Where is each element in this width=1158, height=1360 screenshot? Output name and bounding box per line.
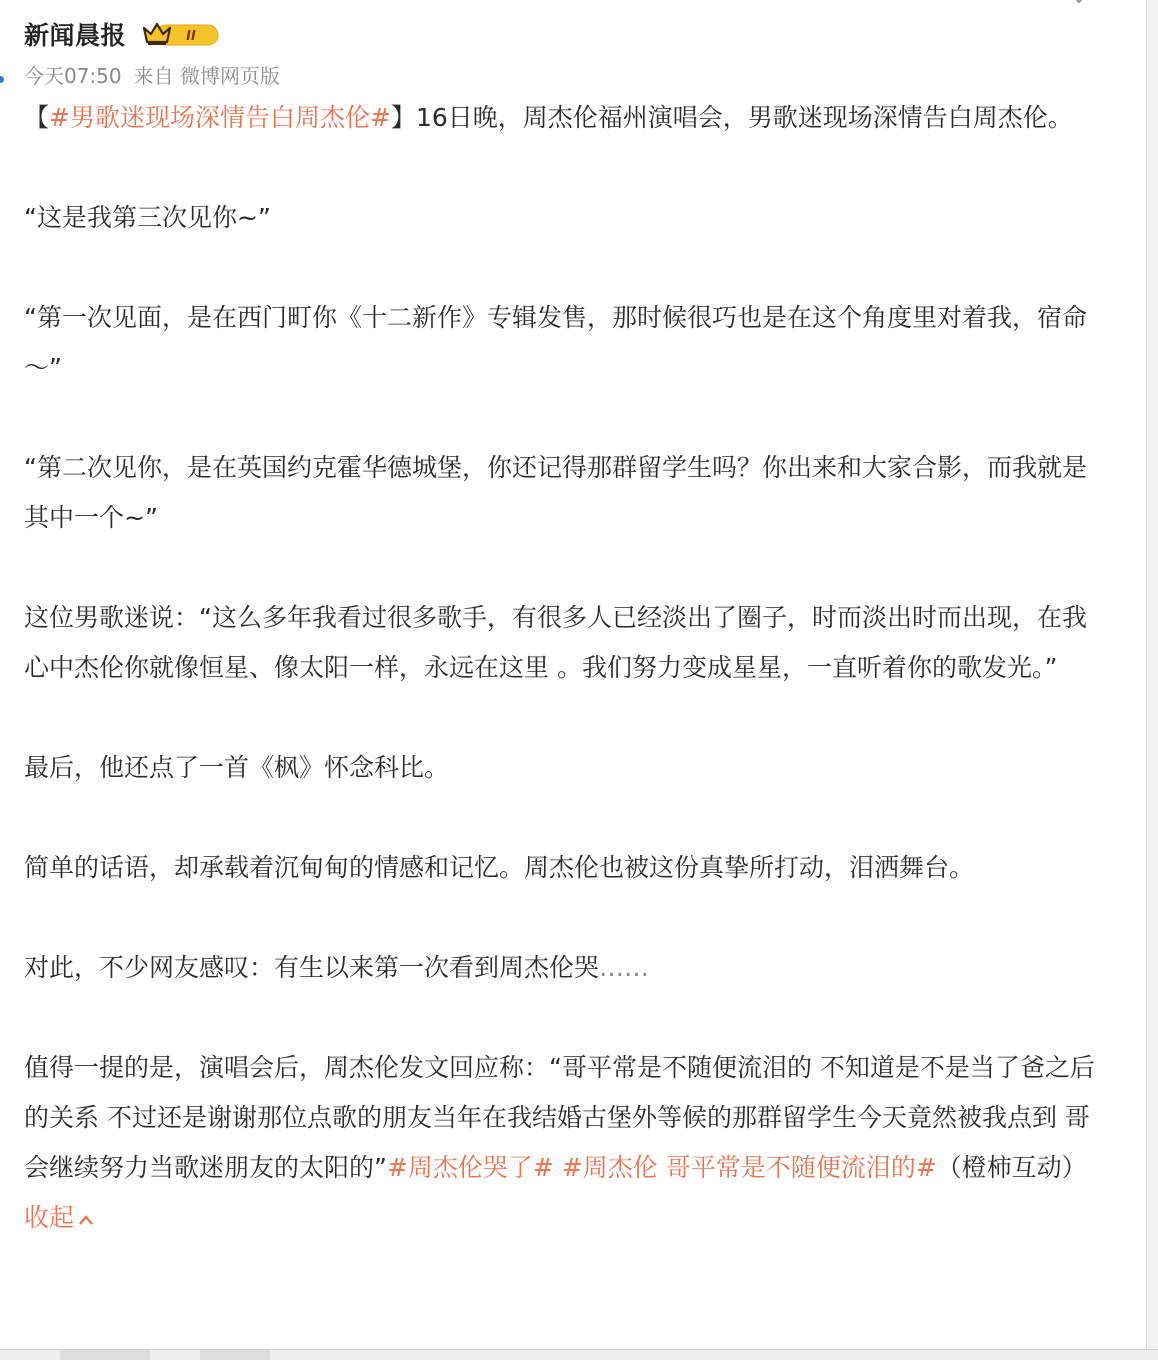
paragraph-1-text: 16日晚，周杰伦福州演唱会，男歌迷现场深情告白周杰伦。 <box>415 103 1073 132</box>
post-body <box>24 93 1104 1243</box>
hashtag-link[interactable]: #周杰伦哭了# <box>386 1153 554 1182</box>
post-header <box>24 14 220 54</box>
paragraph-9-text: 值得一提的是，演唱会后，周杰伦发文回应称：“哥平常是不随便流泪的 不知道是不是当了爸之后的关系 不过还是谢谢那位点歌的朋友当年在我结婚古堡外等候的那群留学生今天竟然被我点到 哥会继续努力当歌迷朋友的太阳的” <box>24 1053 1095 1182</box>
paragraph-1 <box>24 93 1104 143</box>
bottom-toolbar-edge <box>0 1349 1158 1360</box>
unread-dot <box>0 76 4 83</box>
paragraph-8 <box>24 943 1104 993</box>
vip-crown-icon[interactable] <box>142 20 220 48</box>
vip-level-text: II <box>186 29 196 44</box>
scrollbar-track[interactable] <box>1147 0 1158 1360</box>
post-time[interactable]: 今天07:50 <box>24 64 122 88</box>
toolbar-segment <box>60 1350 150 1360</box>
paragraph-9 <box>24 1043 1104 1243</box>
chevron-down-icon[interactable] <box>1068 0 1090 8</box>
toolbar-segment <box>200 1350 270 1360</box>
post-meta <box>24 60 280 89</box>
author-name[interactable]: 新闻晨报 <box>24 21 127 50</box>
paragraph-4: “第二次见你，是在英国约克霍华德城堡，你还记得那群留学生吗？你出来和大家合影，而我就是其中一个~” <box>24 453 1087 532</box>
hashtag-link[interactable]: #周杰伦 哥平常是不随便流泪的# <box>561 1153 937 1182</box>
paragraph-8-text: 对此，不少网友感叹：有生以来第一次看到周杰伦哭 <box>24 953 600 982</box>
hashtag-link[interactable]: #男歌迷现场深情告白周杰伦# <box>49 103 391 132</box>
paragraph-5: 这位男歌迷说：“这么多年我看过很多歌手，有很多人已经淡出了圈子，时而淡出时而出现，在我心中杰伦你就像恒星、像太阳一样，永远在这里 。我们努力变成星星，一直听着你的歌发光。” <box>24 603 1087 682</box>
post-source: 来自 微博网页版 <box>133 64 280 88</box>
paragraph-7: 简单的话语，却承载着沉甸甸的情感和记忆。周杰伦也被这份真挚所打动，泪洒舞台。 <box>24 853 975 882</box>
collapse-label: 收起 <box>24 1203 75 1232</box>
bracket-open: 【 <box>24 103 50 132</box>
chevron-up-icon <box>78 1214 94 1226</box>
paragraph-6: 最后，他还点了一首《枫》怀念科比。 <box>24 753 450 782</box>
bracket-close: 】 <box>390 103 416 132</box>
paragraph-3: “第一次见面，是在西门町你《十二新作》专辑发售，那时候很巧也是在这个角度里对着我，宿命～” <box>24 303 1087 382</box>
ellipsis: …… <box>599 953 650 982</box>
source-note: （橙柿互动） <box>936 1153 1087 1182</box>
collapse-button[interactable] <box>24 1203 94 1232</box>
paragraph-2: “这是我第三次见你~” <box>24 203 271 232</box>
